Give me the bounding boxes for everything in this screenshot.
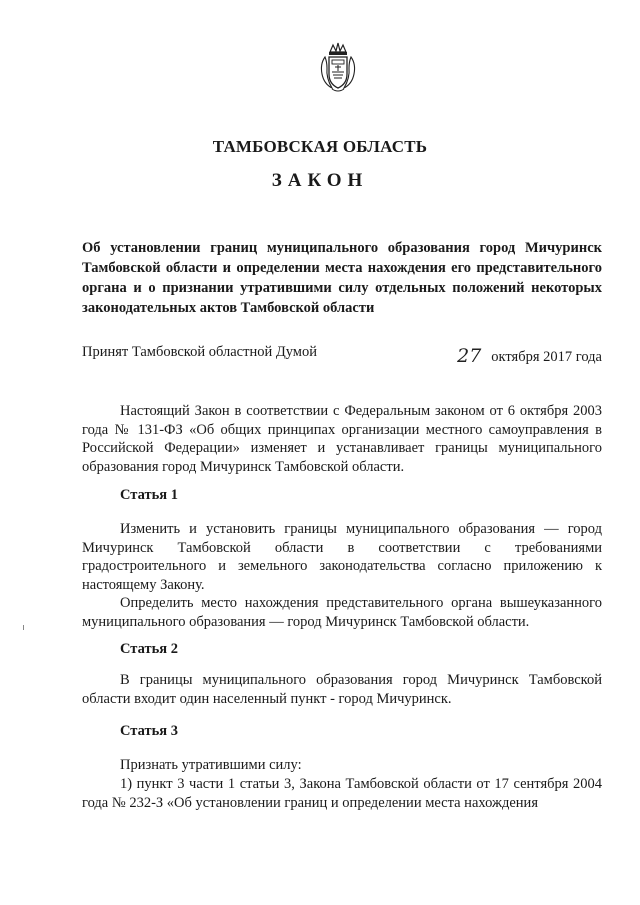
article-3-paragraph-2: 1) пункт 3 части 1 статьи 3, Закона Тамбовской области от 17 сентября 2004 года № 232-З «Об установлении границ и определении места нахождения — [82, 776, 602, 811]
adoption-month-year: октября 2017 года — [491, 349, 602, 365]
article-2-heading: Статья 2 — [120, 641, 178, 657]
adoption-line — [82, 344, 602, 366]
adopted-by-text: Принят Тамбовской областной Думой — [82, 344, 317, 360]
adoption-date — [457, 344, 602, 366]
article-1-heading: Статья 1 — [120, 487, 178, 503]
coat-of-arms-icon — [316, 40, 360, 96]
handwritten-day: 27 — [457, 345, 482, 367]
preamble-paragraph: Настоящий Закон в соответствии с Федеральным законом от 6 октября 2003 года № 131-ФЗ «Об общих принципах организации местного самоуправления в Российской Федерации» изменяет и устанавливает границы муниципального образования город Мичуринск Тамбовской области. — [82, 403, 602, 475]
article-1-paragraph-1: Изменить и установить границы муниципального образования — город Мичуринск Тамбовской области в соответствии с требованиями градостроительного и земельного законодательства согласно приложению к настоящему Закону. — [82, 521, 602, 593]
margin-mark — [23, 625, 24, 630]
region-title: ТАМБОВСКАЯ ОБЛАСТЬ — [212, 137, 428, 156]
article-1-paragraph-2: Определить место нахождения представительного органа вышеуказанного муниципального образования — город Мичуринск Тамбовской области. — [82, 595, 602, 630]
law-title: Об установлении границ муниципального образования город Мичуринск Тамбовской области и определении места нахождения его представительного органа и о признании утратившими силу отдельных положений некоторых законодательных актов Тамбовской области — [82, 240, 602, 316]
article-2-paragraph-1: В границы муниципального образования город Мичуринск Тамбовской области входит один населенный пункт - город Мичуринск. — [82, 672, 602, 707]
article-3-paragraph-1: Признать утратившими силу: — [120, 757, 302, 773]
document-type: ЗАКОН — [271, 170, 369, 191]
article-3-heading: Статья 3 — [120, 723, 178, 739]
